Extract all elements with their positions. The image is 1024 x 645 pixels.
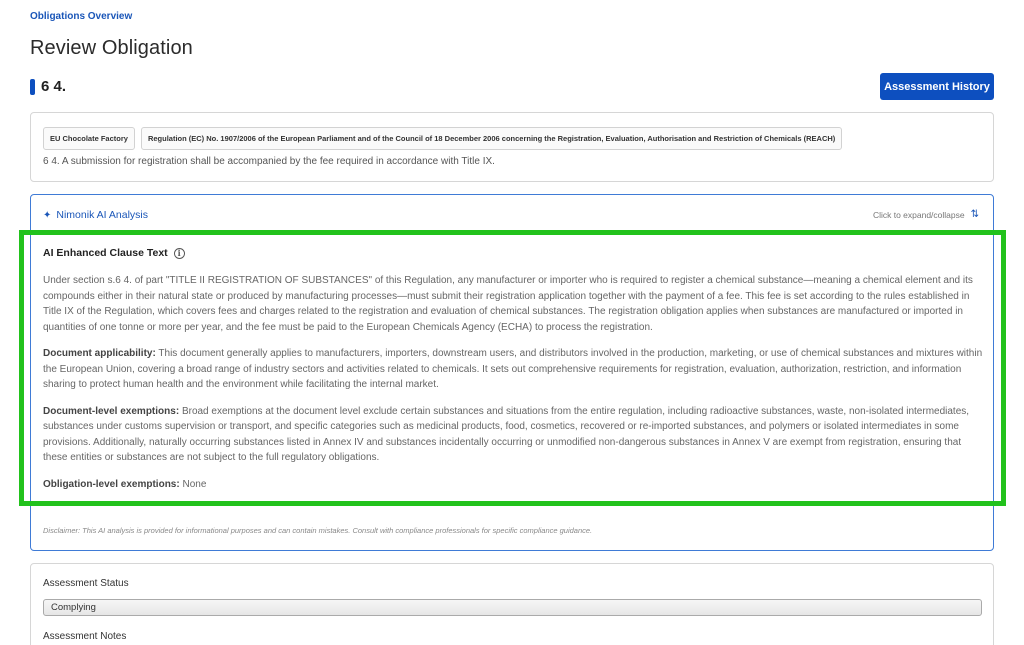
- ai-analysis-body: [43, 247, 983, 492]
- ai-analysis-title-label: Nimonik AI Analysis: [56, 209, 149, 221]
- document-applicability-label: Document applicability:: [43, 348, 156, 359]
- page-title: Review Obligation: [30, 37, 193, 59]
- ai-analysis-card: [30, 194, 994, 551]
- assessment-card: [30, 563, 994, 645]
- obligation-exemptions: [43, 477, 983, 493]
- obligation-info-card: [30, 112, 994, 182]
- info-icon[interactable]: i: [174, 248, 185, 259]
- enhanced-clause-text: Under section s.6 4. of part "TITLE II REGISTRATION OF SUBSTANCES" of this Regulation, any manufacturer or importer who is required to register a chemical substance—meaning a chemical element and its compounds either in their natural state or produced by manufacturing processes—must submit their registration application together with the payment of a fee. This fee is set according to the rules established in Title IX of the Regulation, which covers fees and charges related to the registration and evaluation of chemical substances. The registration obligation applies when substances are manufactured or imported in quantities of one tonne or more per year, and the fee must be paid to the European Chemicals Agency (ECHA) to process the registration.: [43, 275, 973, 333]
- assessment-history-button[interactable]: Assessment History: [880, 73, 994, 100]
- tag-regulation[interactable]: Regulation (EC) No. 1907/2006 of the European Parliament and of the Council of 18 December 2006 concerning the Registration, Evaluation, Authorisation and Restriction of Chemicals (REACH): [141, 127, 842, 150]
- document-exemptions-label: Document-level exemptions:: [43, 405, 180, 417]
- assessment-notes-label: Assessment Notes: [43, 631, 127, 642]
- tag-list: [43, 127, 842, 150]
- expand-collapse-toggle[interactable]: [873, 209, 979, 220]
- obligation-text: 6 4. A submission for registration shall be accompanied by the fee required in accordance with Title IX.: [43, 156, 495, 167]
- breadcrumb[interactable]: Obligations Overview: [30, 11, 133, 22]
- ai-analysis-header[interactable]: [31, 195, 993, 233]
- sparkle-icon: ✦: [43, 209, 52, 221]
- tag-site[interactable]: EU Chocolate Factory: [43, 127, 135, 150]
- enhanced-clause-title: [43, 247, 983, 259]
- document-exemptions-text: Broad exemptions at the document level exclude certain substances and situations from the entire regulation, including radioactive substances, waste, non-isolated intermediates, substances under customs supervision or transport, and specific categories such as medicinal products, food, cosmetics, recovered or re-imported substances, and polymers or isolated intermediates in some provisions. Additionally, naturally occurring substances listed in Annex IV and substances incidentally occurring or unmodified non-dangerous substances in Annex V are exempt from registration, ensuring that these entities or substances are not subject to the full regulatory obligations.: [43, 405, 970, 463]
- obligation-exemptions-label: Obligation-level exemptions:: [43, 478, 180, 490]
- assessment-status-label: Assessment Status: [43, 578, 129, 589]
- document-applicability-text: This document generally applies to manufacturers, importers, downstream users, and distributors involved in the production, marketing, or use of chemical substances and mixtures within the European Union, covering a broad range of industry sectors and activities related to chemicals. It sets out comprehensive requirements for registration, evaluation, authorization, restriction, and information sharing to protect human health and the environment while facilitating the internal market.: [43, 348, 983, 390]
- assessment-status-select[interactable]: Complying: [43, 599, 982, 616]
- document-applicability: [43, 346, 983, 393]
- document-exemptions: [43, 404, 983, 466]
- ai-disclaimer: Disclaimer: This AI analysis is provided for informational purposes and can contain mistakes. Consult with compliance professionals for specific compliance guidance.: [43, 526, 593, 535]
- expand-hint-label: Click to expand/collapse: [872, 209, 965, 220]
- enhanced-clause-title-label: AI Enhanced Clause Text: [43, 247, 168, 259]
- expand-collapse-icon: ⇅: [970, 209, 979, 220]
- clause-heading: [30, 78, 66, 95]
- ai-analysis-title[interactable]: [43, 209, 148, 221]
- obligation-exemptions-text: None: [182, 478, 207, 490]
- clause-marker: [30, 79, 35, 95]
- clause-number: 6 4.: [41, 78, 67, 95]
